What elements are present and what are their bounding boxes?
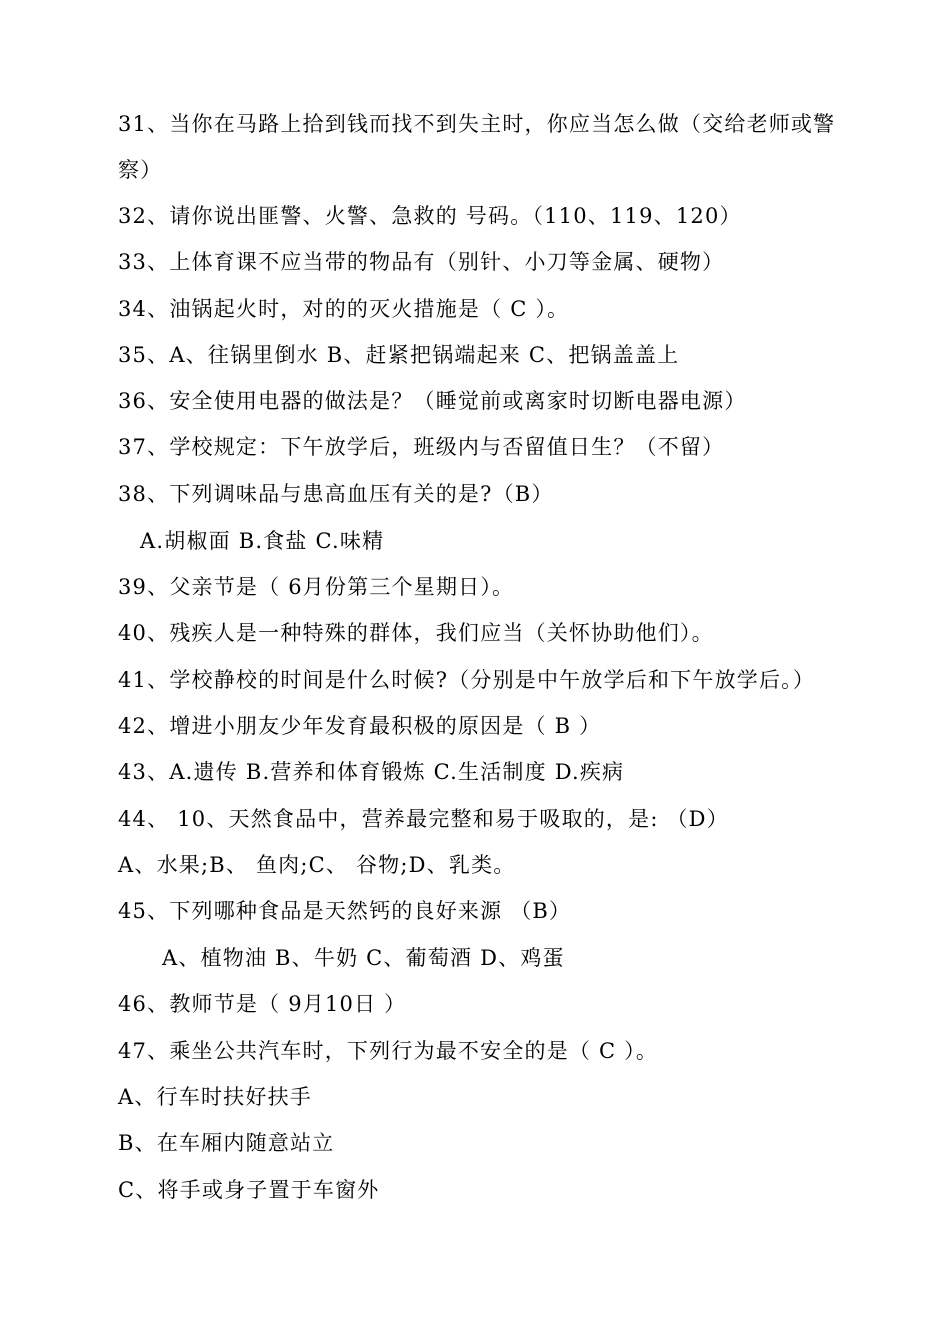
- question-45: 45、下列哪种食品是天然钙的良好来源 （B）: [118, 899, 572, 923]
- question-31-line-2: 察）: [118, 158, 163, 182]
- question-31-line-1: 31、当你在马路上拾到钱而找不到失主时，你应当怎么做（交给老师或警: [118, 112, 836, 136]
- question-47: 47、乘坐公共汽车时，下列行为最不安全的是（ C ）。: [118, 1039, 659, 1063]
- question-45-options: A、植物油 B、牛奶 C、葡萄酒 D、鸡蛋: [162, 946, 565, 970]
- question-41: 41、学校静校的时间是什么时候?（分别是中午放学后和下午放学后。）: [118, 668, 816, 692]
- question-37: 37、学校规定：下午放学后，班级内与否留值日生？（不留）: [118, 435, 725, 459]
- question-47-option-a: A、行车时扶好扶手: [118, 1085, 312, 1109]
- question-42: 42、增进小朋友少年发育最积极的原因是（ B ）: [118, 714, 602, 738]
- question-44: 44、 10、天然食品中，营养最完整和易于吸取的，是: （D）: [118, 807, 729, 831]
- question-43: 43、A.遗传 B.营养和体育锻炼 C.生活制度 D.疾病: [118, 760, 625, 784]
- question-47-option-c: C、将手或身子置于车窗外: [118, 1178, 380, 1202]
- question-46: 46、教师节是（ 9月10日 ）: [118, 992, 407, 1016]
- question-38: 38、下列调味品与患高血压有关的是?（B）: [118, 482, 554, 506]
- question-32: 32、请你说出匪警、火警、急救的 号码。（110、119、120）: [118, 204, 742, 228]
- question-40: 40、残疾人是一种特殊的群体，我们应当（关怀协助他们）。: [118, 621, 714, 645]
- question-38-options: A.胡椒面 B.食盐 C.味精: [140, 529, 385, 553]
- question-35: 35、A、往锅里倒水 B、赶紧把锅端起来 C、把锅盖盖上: [118, 343, 680, 367]
- question-33: 33、上体育课不应当带的物品有（别针、小刀等金属、硬物）: [118, 250, 725, 274]
- question-34: 34、油锅起火时，对的的灭火措施是（ C ）。: [118, 297, 570, 321]
- question-44-options: A、水果;B、 鱼肉;C、 谷物;D、乳类。: [118, 853, 516, 877]
- question-39: 39、父亲节是（ 6月份第三个星期日）。: [118, 575, 515, 599]
- question-47-option-b: B、在车厢内随意站立: [118, 1131, 335, 1155]
- question-36: 36、安全使用电器的做法是？（睡觉前或离家时切断电器电源）: [118, 389, 747, 413]
